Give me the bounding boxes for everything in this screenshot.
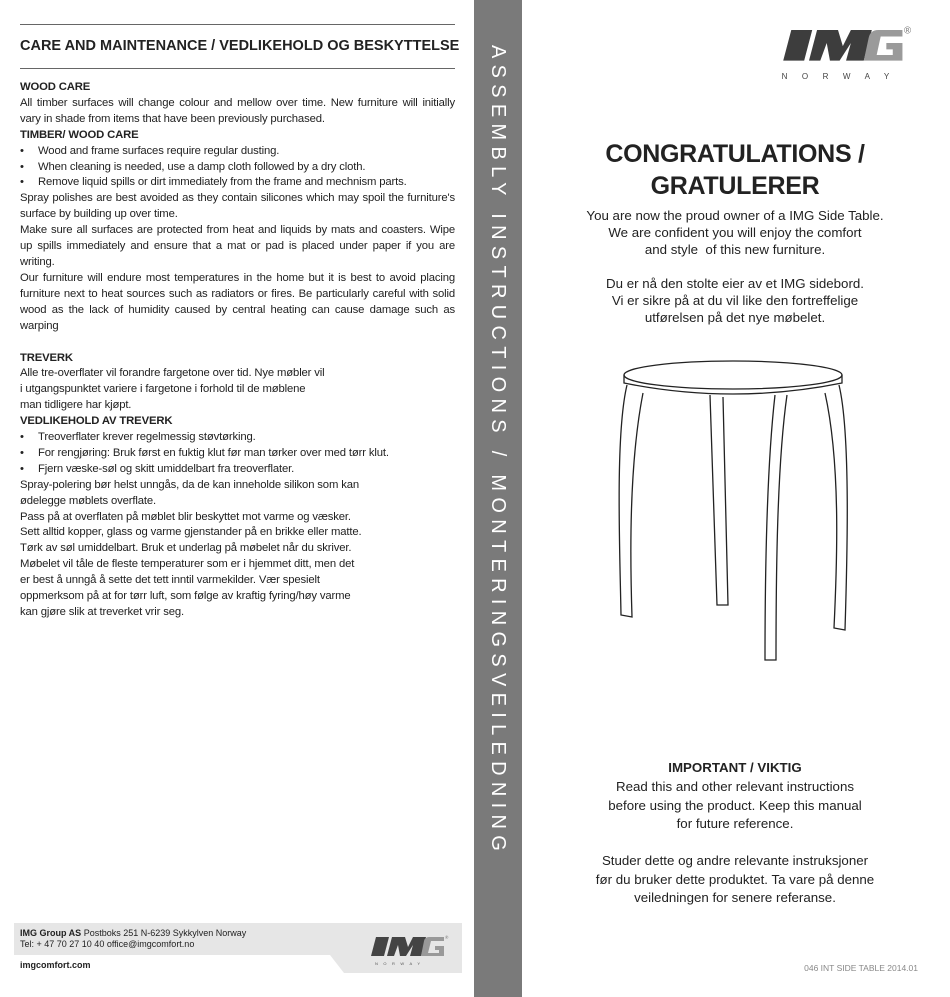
paragraph-line: Sett alltid kopper, glass og varme gjenstander på en brikke eller matte. (20, 526, 362, 539)
document-code: 046 INT SIDE TABLE 2014.01 (804, 963, 918, 973)
heading-rule (20, 68, 455, 69)
paragraph-line: All timber surfaces will change colour and mellow over time. New furniture will initially (20, 96, 455, 109)
important-english (540, 778, 930, 834)
text-line: You are now the proud owner of a IMG Side Table. (586, 208, 884, 223)
side-table-illustration (615, 355, 855, 665)
bullet-item: • Fjern væske-søl og skitt umiddelbart fra treoverflater. (20, 462, 455, 478)
care-text (20, 80, 455, 621)
paragraph-line: er best å unngå å sette det tett inntil varmekilder. Vær spesielt (20, 574, 320, 587)
paragraph-line: writing. (20, 255, 55, 268)
top-rule (20, 24, 455, 25)
section-title: WOOD CARE (20, 81, 91, 93)
svg-text:NORWAY: NORWAY (375, 961, 426, 966)
important-title: IMPORTANT / VIKTIG (668, 760, 802, 775)
text-line: veiledningen for senere referanse. (634, 890, 836, 905)
company-contact: Tel: + 47 70 27 10 40 office@imgcomfort.no (20, 939, 195, 949)
paragraph-line: surface by building up over time. (20, 208, 178, 221)
section-title: TREVERK (20, 351, 73, 364)
text-line: utførelsen på det nye møbelet. (644, 310, 826, 325)
bullet-item: • Wood and frame surfaces require regular dusting. (20, 144, 455, 160)
text-line: for future reference. (676, 816, 794, 831)
img-logo-icon (780, 18, 925, 84)
intro-norwegian (540, 275, 930, 326)
text-line: før du bruker dette produktet. Ta vare på denne (595, 871, 875, 887)
svg-text:®: ® (445, 935, 449, 940)
paragraph-line: wood as the lack of humidity caused by central heating can cause damage such as (20, 303, 455, 316)
text-line: Vi er sikre på at du vil like den fortreffelige (611, 293, 859, 308)
paragraph-line: vary in shade from items that have been previously purchased. (20, 112, 325, 125)
svg-text:NORWAY: NORWAY (781, 72, 904, 82)
header-logo (780, 18, 925, 89)
bullet-item: • For rengjøring: Bruk først en fuktig klut før man tørker over med tørr klut. (20, 446, 455, 462)
img-logo-icon (369, 929, 459, 971)
paragraph-line: Spray polishes are best avoided as they contain silicones which may spoil the furniture's (20, 192, 455, 205)
section-title: TIMBER/ WOOD CARE (20, 128, 139, 141)
text-line: Read this and other relevant instructions (615, 779, 854, 794)
paragraph-line: oppmerksom på at for tørr luft, som følge av kraftig fyring/høy varme (20, 590, 351, 603)
paragraph-line: warping (20, 319, 59, 332)
paragraph-line: kan gjøre slik at treverket vrir seg. (20, 606, 184, 618)
paragraph-line: up spills immediately and ensure that a mat or pad is placed under paper if you are (20, 240, 455, 253)
text-line: Du er nå den stolte eier av et IMG sidebord. (606, 276, 864, 291)
bullet-item: • Treoverflater krever regelmessig støvtørking. (20, 430, 455, 446)
important-norwegian (540, 852, 930, 908)
title-line: CONGRATULATIONS / (605, 140, 865, 168)
website-link[interactable]: imgcomfort.com (20, 960, 91, 970)
bullet-item: • Remove liquid spills or dirt immediately from the frame and mechnism parts. (20, 175, 455, 191)
paragraph-line: Our furniture will endure most temperatures in the home but it is best to avoid placing (20, 271, 455, 284)
paragraph-line: Pass på at overflaten på møblet blir beskyttet mot varme og væsker. (20, 510, 351, 523)
bullet-item: • When cleaning is needed, use a damp cloth followed by a dry cloth. (20, 160, 455, 176)
intro-english (540, 207, 930, 258)
text-line: We are confident you will enjoy the comfort (608, 225, 862, 240)
paragraph-line: Alle tre-overflater vil forandre fargetone over tid. Nye møbler vil (20, 367, 325, 380)
paragraph-line: Møbelet vil tåle de fleste temperaturer som er i hjemmet ditt, men det (20, 558, 355, 571)
paragraph-line: furniture next to heat sources such as radiators or fires. Be particularly careful with solid (20, 287, 455, 300)
text-line: Studer dette og andre relevante instruksjoner (601, 853, 869, 868)
company-name: IMG Group AS (20, 928, 82, 938)
svg-text:®: ® (904, 25, 912, 37)
company-address: Postboks 251 N-6239 Sykkylven Norway (83, 928, 247, 938)
footer-logo (369, 929, 459, 971)
section-title: VEDLIKEHOLD AV TREVERK (20, 415, 173, 428)
footer (14, 923, 462, 973)
paragraph-line: i utgangspunktet variere i fargetone i forhold til de møblene (20, 383, 306, 396)
text-line: and style of this new furniture. (644, 242, 826, 257)
paragraph-line: ødelegge møblets overflate. (20, 494, 156, 507)
page-heading: CARE AND MAINTENANCE / VEDLIKEHOLD OG BESKYTTELSE (20, 38, 460, 54)
title-line: GRATULERER (650, 172, 820, 200)
paragraph-line: man tidligere har kjøpt. (20, 399, 132, 412)
congratulations-title (540, 138, 930, 202)
paragraph-line: Spray-polering bør helst unngås, da de kan inneholde silikon som kan (20, 478, 359, 491)
paragraph-line: Tørk av søl umiddelbart. Bruk et underlag på møbelet når du skriver. (20, 542, 352, 555)
paragraph-line: Make sure all surfaces are protected from heat and liquids by mats and coasters. Wipe (20, 224, 455, 237)
band-title: ASSEMBLY INSTRUCTIONS / MONTERINGSVEILEDNING (487, 45, 509, 858)
text-line: before using the product. Keep this manual (608, 797, 862, 813)
